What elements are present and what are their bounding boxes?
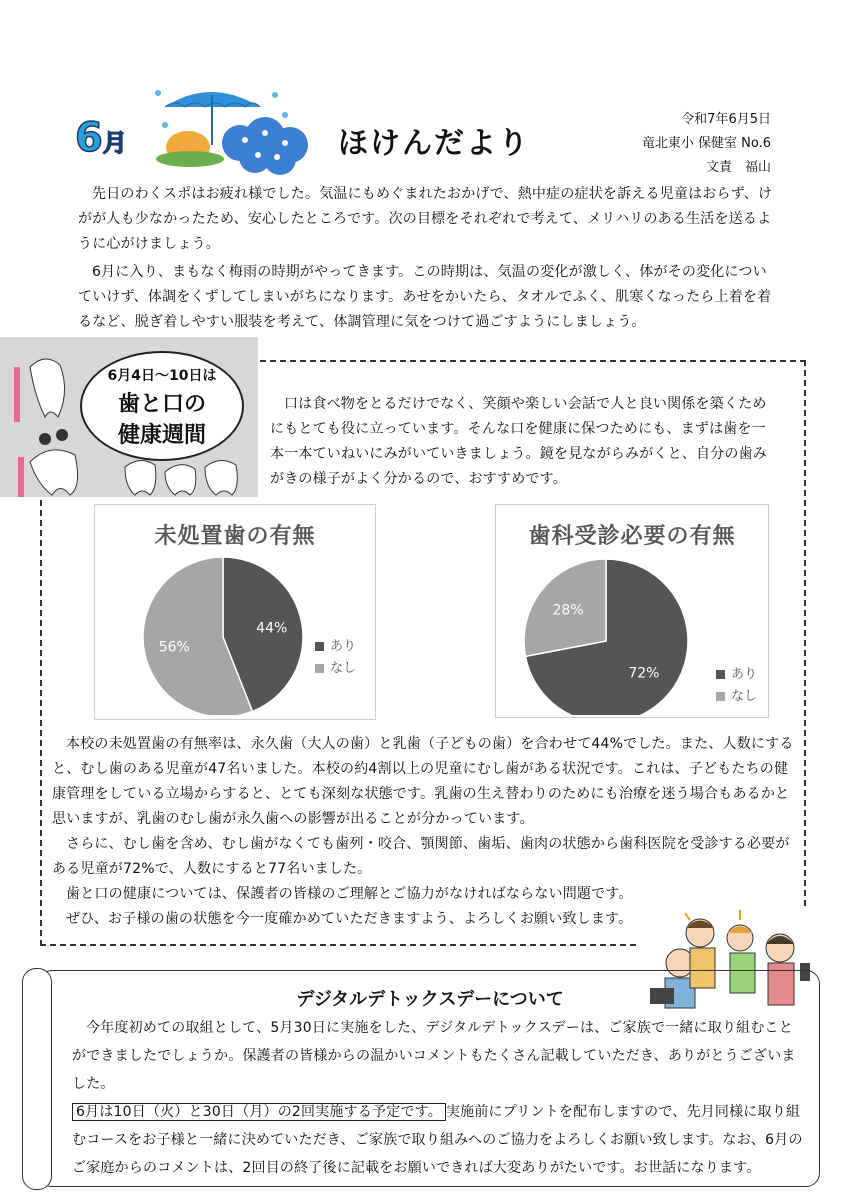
results-section (52, 732, 797, 932)
legend-item-yes: あり (716, 663, 757, 682)
digital-detox-title: デジタルデトックスデーについて (296, 989, 564, 1010)
results-para-1: 本校の未処置歯の有無率は、永久歯（大人の歯）と乳歯（子どもの歯）を合わせて44%でした。また、人数にすると、むし歯のある児童が47名いました。本校の約4割以上の児童にむし歯がある状況です。これは、子どもたちの健康管理をしている立場からすると、とても深刻な状態です。乳歯の生え替わりのためにも治療を迷う場合もあるかと思いますが、乳歯のむし歯が永久歯への影響が出ることが分かっています。 (52, 736, 794, 827)
pie-data-label: 56% (158, 639, 190, 656)
badge-line-1: 6月4日～10日は (107, 368, 217, 384)
digital-detox-para-2-rest: 実施前にプリントを配布しますので、先月同様に取り組むコースをお子様と一緒に決めていただき、ご家族で取り組みへのご協力をよろしくお願い致します。なお、6月のご家庭からのコメントは、2回目の終了後に記載をお願いできれば大変ありがたいです。お世話になります。 (72, 1104, 803, 1176)
intro-section (78, 182, 778, 335)
intro-para-2: 6月に入り、まもなく梅雨の時期がやってきます。この時期は、気温の変化が激しく、体がその変化についていけず、体調をくずしてしまいがちになります。あせをかいたら、タオルでふく、肌寒くなったら上着を着るなど、脱ぎ着しやすい服装を考えて、体調管理に気をつけて過ごすようにしましょう。 (78, 264, 772, 330)
pie-data-label: 72% (628, 665, 660, 682)
teeth-week-badge (0, 337, 258, 497)
teeth-week-text: 口は食べ物をとるだけでなく、笑顔や楽しい会話で人と良い関係を築くためにもとても役に立っています。そんな口を健康に保つためにも、まずは歯を一本一本ていねいにみがいていきましょう。鏡を見ながらみがくと、自分の歯みがきの様子がよく分かるので、おすすめです。 (270, 396, 767, 487)
header-meta (521, 108, 771, 180)
pie-data-label: 44% (256, 620, 288, 637)
month-label (75, 115, 127, 161)
issue-school: 竜北東小 保健室 No.6 (641, 136, 771, 151)
month-char: 月 (102, 129, 127, 157)
results-para-2: さらに、むし歯を含め、むし歯がなくても歯列・咬合、顎関節、歯垢、歯肉の状態から歯科医院を受診する必要がある児童が72%で、人数にすると77名いました。 (52, 836, 790, 877)
chart-untreated-legend (315, 635, 356, 676)
chart-untreated-pie (95, 545, 375, 715)
chart-untreated-frame (94, 504, 376, 720)
legend-item-no: なし (315, 657, 356, 676)
chart-untreated-title: 未処置歯の有無 (154, 524, 316, 549)
legend-item-no: なし (716, 685, 757, 704)
badge-line-2: 歯と口の (117, 392, 206, 417)
digital-detox-para-2 (72, 1098, 807, 1182)
chart-visit-frame (495, 504, 769, 718)
issue-author: 文責 福山 (705, 160, 771, 175)
month-number: 6 (75, 115, 103, 161)
page-title: ほけんだより (338, 126, 530, 161)
digital-detox-text (72, 1014, 807, 1182)
badge-line-3: 健康週間 (117, 423, 206, 448)
results-para-4: ぜひ、お子様の歯の状態を今一度確かめていただきますよう、よろしくお願い致します。 (66, 911, 633, 927)
chart-visit-legend (716, 663, 757, 704)
issue-date: 令和7年6月5日 (681, 112, 771, 127)
badge-bubble (80, 351, 244, 461)
scroll-curl (22, 968, 52, 1190)
intro-para-1: 先日のわくスポはお疲れ様でした。気温にもめぐまれたおかげで、熱中症の症状を訴える児童はおらず、けがが人も少なかったため、安心したところです。次の目標をそれぞれで考えて、メリハリのある生活を送るように心がけましょう。 (78, 186, 773, 252)
chart-visit-title: 歯科受診必要の有無 (528, 524, 736, 549)
pie-data-label: 28% (552, 602, 584, 619)
schedule-highlight: 6月は10日（火）と30日（月）の2回実施する予定です。 (72, 1103, 446, 1121)
digital-detox-para-1: 今年度初めての取組として、5月30日に実施をした、デジタルデトックスデーは、ご家族で一緒に取り組むことができましたでしょうか。保護者の皆様からの温かいコメントもたくさん記載していただき、ありがとうございました。 (72, 1020, 796, 1092)
results-para-3: 歯と口の健康については、保護者の皆様のご理解とご協力がなければならない問題です。 (66, 886, 633, 902)
legend-item-yes: あり (315, 635, 356, 654)
